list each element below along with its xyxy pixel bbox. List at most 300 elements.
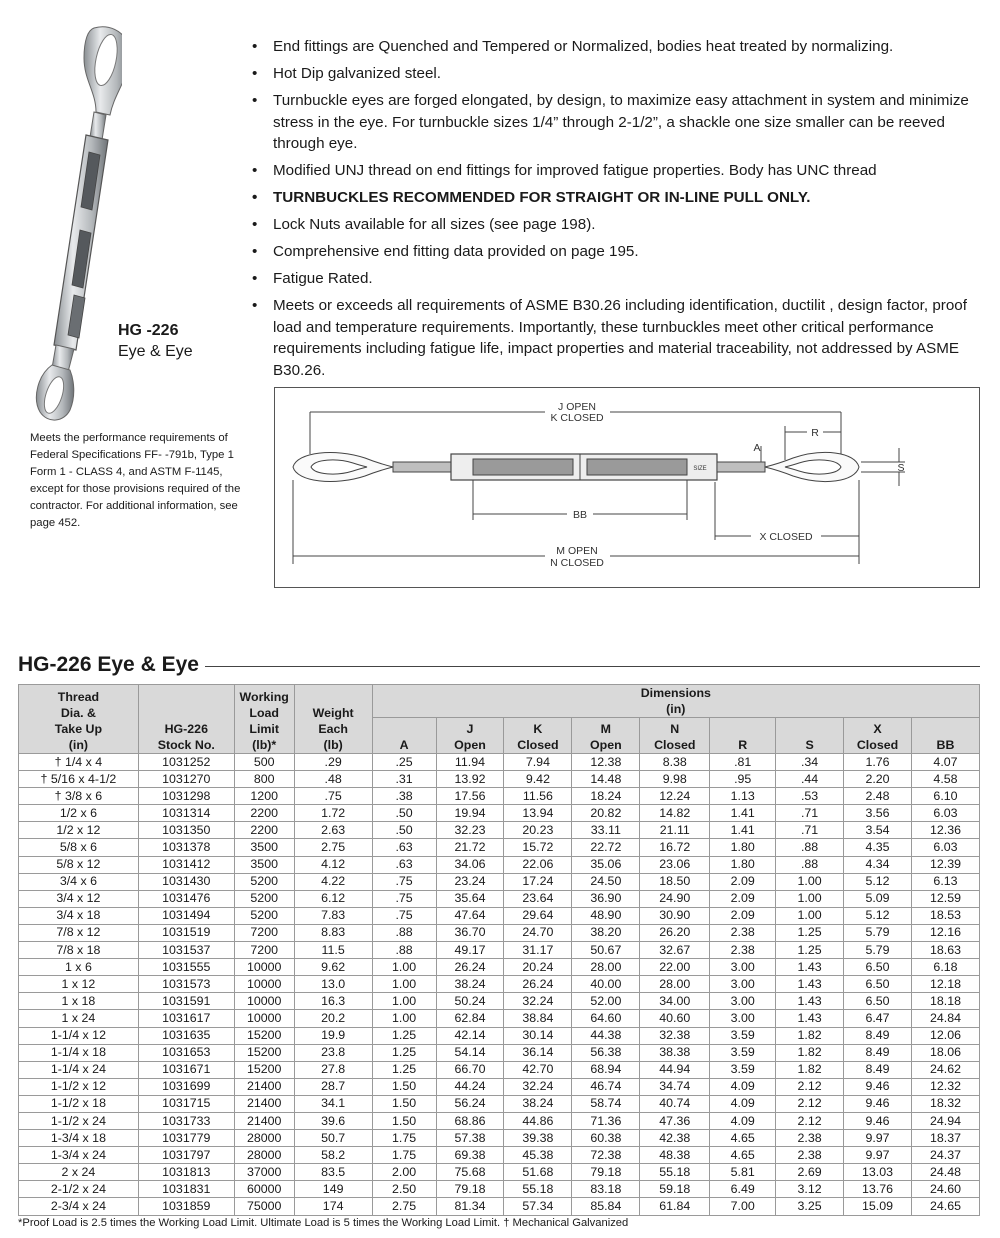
feature-item: • Hot Dip galvanized steel. — [252, 63, 987, 85]
table-cell: 6.18 — [911, 959, 979, 976]
table-cell: 1.41 — [710, 805, 776, 822]
table-cell: 28.7 — [294, 1078, 372, 1095]
table-cell: 1.41 — [710, 822, 776, 839]
table-cell: 9.97 — [844, 1130, 912, 1147]
table-row — [19, 993, 980, 1010]
table-cell: 8.49 — [844, 1044, 912, 1061]
table-cell: 51.68 — [504, 1164, 572, 1181]
table-cell: 1.50 — [372, 1095, 436, 1112]
table-cell: 48.38 — [640, 1147, 710, 1164]
table-cell: 6.47 — [844, 1010, 912, 1027]
table-cell: 7/8 x 12 — [19, 924, 139, 941]
table-cell: 50.67 — [572, 942, 640, 959]
table-cell: 1031733 — [138, 1112, 234, 1129]
table-cell: 23.8 — [294, 1044, 372, 1061]
table-row — [19, 856, 980, 873]
table-row — [19, 788, 980, 805]
table-cell: 4.09 — [710, 1112, 776, 1129]
table-cell: 3.54 — [844, 822, 912, 839]
table-cell: 21400 — [234, 1095, 294, 1112]
table-cell: 1.25 — [372, 1027, 436, 1044]
table-cell: 1031635 — [138, 1027, 234, 1044]
table-row — [19, 1130, 980, 1147]
table-cell: 72.38 — [572, 1147, 640, 1164]
table-cell: 1.00 — [372, 993, 436, 1010]
table-cell: 39.38 — [504, 1130, 572, 1147]
table-row — [19, 1044, 980, 1061]
table-cell: 24.84 — [911, 1010, 979, 1027]
table-cell: 3.59 — [710, 1044, 776, 1061]
table-cell: 75.68 — [436, 1164, 504, 1181]
table-cell: 56.24 — [436, 1095, 504, 1112]
table-cell: 11.5 — [294, 942, 372, 959]
table-cell: 1031555 — [138, 959, 234, 976]
table-cell: 42.14 — [436, 1027, 504, 1044]
table-cell: 26.24 — [436, 959, 504, 976]
table-cell: 12.39 — [911, 856, 979, 873]
table-cell: 52.00 — [572, 993, 640, 1010]
table-cell: 4.07 — [911, 754, 979, 771]
table-cell: 2-3/4 x 24 — [19, 1198, 139, 1215]
table-row — [19, 959, 980, 976]
table-cell: 3.25 — [776, 1198, 844, 1215]
table-cell: 13.92 — [436, 771, 504, 788]
table-cell: 48.90 — [572, 907, 640, 924]
table-cell: 7200 — [234, 924, 294, 941]
table-cell: 18.50 — [640, 873, 710, 890]
feature-item: • Lock Nuts available for all sizes (see page 198). — [252, 214, 987, 236]
header-dim: X Closed — [844, 718, 912, 754]
bullet-icon: • — [252, 92, 258, 109]
table-cell: 27.8 — [294, 1061, 372, 1078]
table-cell: 57.34 — [504, 1198, 572, 1215]
feature-item: • Meets or exceeds all requirements of ASME B30.26 including identification, ductilit , design factor, proof load and temperature requirements. Importantly, these turnbuckles meet other critical performance requirements including fatigue life, impact properties and material traceability, not addressed by ASME B30.26. — [252, 297, 967, 379]
header-dim: R — [710, 718, 776, 754]
table-cell: 2.69 — [776, 1164, 844, 1181]
table-cell: 17.24 — [504, 873, 572, 890]
table-cell: .88 — [776, 856, 844, 873]
table-cell: 30.90 — [640, 907, 710, 924]
table-cell: 11.56 — [504, 788, 572, 805]
table-cell: 15.09 — [844, 1198, 912, 1215]
table-cell: 75000 — [234, 1198, 294, 1215]
table-cell: 35.06 — [572, 856, 640, 873]
table-cell: .95 — [710, 771, 776, 788]
table-cell: 2.12 — [776, 1095, 844, 1112]
table-cell: 39.6 — [294, 1112, 372, 1129]
table-cell: 55.18 — [640, 1164, 710, 1181]
table-cell: 23.06 — [640, 856, 710, 873]
table-cell: 7200 — [234, 942, 294, 959]
table-cell: 1031519 — [138, 924, 234, 941]
table-cell: .71 — [776, 822, 844, 839]
table-cell: 28.00 — [572, 959, 640, 976]
table-cell: 3.59 — [710, 1061, 776, 1078]
table-cell: 1.80 — [710, 856, 776, 873]
table-cell: 58.74 — [572, 1095, 640, 1112]
table-cell: .38 — [372, 788, 436, 805]
table-cell: 24.62 — [911, 1061, 979, 1078]
table-cell: 50.24 — [436, 993, 504, 1010]
table-cell: .75 — [372, 907, 436, 924]
table-cell: 1031653 — [138, 1044, 234, 1061]
table-cell: 18.63 — [911, 942, 979, 959]
table-cell: 1.75 — [372, 1130, 436, 1147]
table-cell: 13.0 — [294, 976, 372, 993]
table-cell: 1031378 — [138, 839, 234, 856]
header-dim: N Closed — [640, 718, 710, 754]
table-cell: .44 — [776, 771, 844, 788]
table-cell: 1031494 — [138, 907, 234, 924]
section-title: HG-226 Eye & Eye — [18, 653, 205, 677]
label-k-closed: K CLOSED — [550, 412, 604, 424]
table-cell: 1-1/4 x 24 — [19, 1061, 139, 1078]
table-cell: 1031859 — [138, 1198, 234, 1215]
table-cell: 37000 — [234, 1164, 294, 1181]
table-cell: 3/4 x 6 — [19, 873, 139, 890]
table-cell: 79.18 — [436, 1181, 504, 1198]
header-dimensions: Dimensions (in) — [372, 685, 979, 718]
table-cell: 28000 — [234, 1147, 294, 1164]
section-divider — [195, 666, 980, 667]
label-bb: BB — [572, 509, 588, 521]
table-cell: 15.72 — [504, 839, 572, 856]
table-cell: 18.24 — [572, 788, 640, 805]
label-a: A — [753, 442, 761, 454]
table-cell: 9.62 — [294, 959, 372, 976]
table-cell: 14.82 — [640, 805, 710, 822]
table-cell: 4.09 — [710, 1078, 776, 1095]
table-cell: 1.00 — [776, 890, 844, 907]
table-cell: 4.35 — [844, 839, 912, 856]
table-cell: 24.50 — [572, 873, 640, 890]
table-cell: 1.50 — [372, 1112, 436, 1129]
table-cell: 1031430 — [138, 873, 234, 890]
table-cell: 1.43 — [776, 976, 844, 993]
table-cell: .81 — [710, 754, 776, 771]
table-cell: 19.94 — [436, 805, 504, 822]
table-cell: 6.03 — [911, 805, 979, 822]
bullet-icon: • — [252, 216, 258, 233]
table-cell: 10000 — [234, 976, 294, 993]
table-cell: 6.49 — [710, 1181, 776, 1198]
table-cell: 29.64 — [504, 907, 572, 924]
table-cell: 18.18 — [911, 993, 979, 1010]
table-cell: 1031591 — [138, 993, 234, 1010]
table-cell: 21.72 — [436, 839, 504, 856]
table-cell: 2.00 — [372, 1164, 436, 1181]
table-cell: 5/8 x 6 — [19, 839, 139, 856]
table-cell: 5.79 — [844, 924, 912, 941]
bullet-icon: • — [252, 297, 258, 314]
table-cell: 1 x 6 — [19, 959, 139, 976]
table-row — [19, 1061, 980, 1078]
table-cell: 9.97 — [844, 1147, 912, 1164]
table-cell: 24.37 — [911, 1147, 979, 1164]
table-cell: 1.43 — [776, 1010, 844, 1027]
table-cell: 6.03 — [911, 839, 979, 856]
table-cell: 10000 — [234, 959, 294, 976]
table-cell: 36.70 — [436, 924, 504, 941]
table-cell: 42.70 — [504, 1061, 572, 1078]
table-cell: 10000 — [234, 993, 294, 1010]
table-cell: 9.98 — [640, 771, 710, 788]
bullet-icon: • — [252, 162, 258, 179]
table-cell: 9.46 — [844, 1095, 912, 1112]
table-cell: .88 — [372, 924, 436, 941]
product-name: HG -226 — [118, 322, 179, 339]
table-cell: 1.00 — [776, 907, 844, 924]
table-cell: 1.25 — [372, 1044, 436, 1061]
table-cell: 1.50 — [372, 1078, 436, 1095]
dimension-diagram — [274, 387, 980, 588]
table-cell: 17.56 — [436, 788, 504, 805]
table-cell: 149 — [294, 1181, 372, 1198]
table-cell: 24.48 — [911, 1164, 979, 1181]
table-cell: 68.86 — [436, 1112, 504, 1129]
table-cell: 1-1/4 x 18 — [19, 1044, 139, 1061]
table-cell: 62.84 — [436, 1010, 504, 1027]
table-cell: 12.32 — [911, 1078, 979, 1095]
header-dim: S — [776, 718, 844, 754]
table-cell: 42.38 — [640, 1130, 710, 1147]
table-cell: 1.82 — [776, 1027, 844, 1044]
table-cell: 36.14 — [504, 1044, 572, 1061]
table-cell: 1031715 — [138, 1095, 234, 1112]
table-cell: 2200 — [234, 822, 294, 839]
table-cell: 2.75 — [294, 839, 372, 856]
table-cell: 2.48 — [844, 788, 912, 805]
table-cell: 1.72 — [294, 805, 372, 822]
table-cell: 5200 — [234, 890, 294, 907]
feature-item: • Turnbuckle eyes are forged elongated, by design, to maximize easy attachment in system and minimize stress in the eye. For turnbuckle sizes 1/4” through 2-1/2”, a shackle one size smaller can be reeved through eye. — [252, 92, 969, 152]
table-cell: 5200 — [234, 873, 294, 890]
table-cell: 21.11 — [640, 822, 710, 839]
table-cell: 59.18 — [640, 1181, 710, 1198]
table-cell: 1.76 — [844, 754, 912, 771]
table-cell: .31 — [372, 771, 436, 788]
table-cell: 5.09 — [844, 890, 912, 907]
table-cell: .75 — [294, 788, 372, 805]
table-cell: 32.24 — [504, 993, 572, 1010]
table-cell: 38.24 — [436, 976, 504, 993]
table-cell: 9.46 — [844, 1112, 912, 1129]
table-cell: 1031779 — [138, 1130, 234, 1147]
table-cell: 13.03 — [844, 1164, 912, 1181]
label-r: R — [811, 427, 819, 439]
feature-item: • Modified UNJ thread on end fittings for improved fatigue properties. Body has UNC thread — [252, 160, 987, 182]
table-cell: 15200 — [234, 1061, 294, 1078]
table-cell: 6.12 — [294, 890, 372, 907]
table-cell: 1/2 x 12 — [19, 822, 139, 839]
table-cell: .48 — [294, 771, 372, 788]
table-row — [19, 873, 980, 890]
table-cell: 18.32 — [911, 1095, 979, 1112]
table-cell: 1031699 — [138, 1078, 234, 1095]
bullet-icon: • — [252, 243, 258, 260]
table-cell: 34.1 — [294, 1095, 372, 1112]
table-cell: 16.72 — [640, 839, 710, 856]
table-cell: 5200 — [234, 907, 294, 924]
table-row — [19, 1010, 980, 1027]
table-row — [19, 907, 980, 924]
table-cell: 22.06 — [504, 856, 572, 873]
table-cell: 44.24 — [436, 1078, 504, 1095]
table-cell: 66.70 — [436, 1061, 504, 1078]
table-row — [19, 1095, 980, 1112]
label-size-mark: SIZE — [693, 466, 707, 472]
table-cell: 83.18 — [572, 1181, 640, 1198]
table-cell: 4.34 — [844, 856, 912, 873]
table-cell: 1031350 — [138, 822, 234, 839]
table-cell: 3.12 — [776, 1181, 844, 1198]
table-cell: 23.64 — [504, 890, 572, 907]
table-cell: 6.50 — [844, 976, 912, 993]
table-cell: 2.38 — [776, 1130, 844, 1147]
table-cell: 44.38 — [572, 1027, 640, 1044]
table-row — [19, 890, 980, 907]
table-cell: 1031797 — [138, 1147, 234, 1164]
table-cell: 2.09 — [710, 873, 776, 890]
table-cell: .88 — [776, 839, 844, 856]
table-cell: 46.74 — [572, 1078, 640, 1095]
table-cell: 58.2 — [294, 1147, 372, 1164]
table-cell: 3500 — [234, 856, 294, 873]
footnote: *Proof Load is 2.5 times the Working Load Limit. Ultimate Load is 5 times the Working Load Limit. † Mechanical Galvanized — [18, 1217, 629, 1229]
header-dim: A — [372, 718, 436, 754]
table-cell: 2.09 — [710, 890, 776, 907]
table-cell: 7.00 — [710, 1198, 776, 1215]
header-dim: J Open — [436, 718, 504, 754]
table-cell: 4.58 — [911, 771, 979, 788]
table-cell: 1-3/4 x 24 — [19, 1147, 139, 1164]
table-cell: 34.06 — [436, 856, 504, 873]
table-cell: 32.38 — [640, 1027, 710, 1044]
table-cell: .63 — [372, 856, 436, 873]
table-cell: 2.12 — [776, 1078, 844, 1095]
table-cell: 1.82 — [776, 1044, 844, 1061]
table-cell: 7.94 — [504, 754, 572, 771]
table-cell: 12.24 — [640, 788, 710, 805]
table-cell: 1031671 — [138, 1061, 234, 1078]
table-cell: 2-1/2 x 24 — [19, 1181, 139, 1198]
table-cell: 1.25 — [776, 924, 844, 941]
table-row — [19, 1181, 980, 1198]
table-cell: 20.82 — [572, 805, 640, 822]
table-cell: 13.76 — [844, 1181, 912, 1198]
table-cell: 23.24 — [436, 873, 504, 890]
table-cell: 2.12 — [776, 1112, 844, 1129]
table-cell: 2.20 — [844, 771, 912, 788]
table-cell: .75 — [372, 873, 436, 890]
table-cell: .88 — [372, 942, 436, 959]
header-weight: Weight Each (lb) — [294, 685, 372, 754]
header-dim: M Open — [572, 718, 640, 754]
table-cell: 24.94 — [911, 1112, 979, 1129]
table-cell: 83.5 — [294, 1164, 372, 1181]
table-cell: 60.38 — [572, 1130, 640, 1147]
feature-item: • Comprehensive end fitting data provided on page 195. — [252, 241, 987, 263]
label-s: S — [897, 462, 905, 474]
table-cell: 34.74 — [640, 1078, 710, 1095]
table-cell: 1200 — [234, 788, 294, 805]
table-cell: 31.17 — [504, 942, 572, 959]
table-cell: 14.48 — [572, 771, 640, 788]
table-cell: 12.16 — [911, 924, 979, 941]
table-cell: 174 — [294, 1198, 372, 1215]
table-cell: 2.38 — [776, 1147, 844, 1164]
table-cell: 45.38 — [504, 1147, 572, 1164]
header-dim: BB — [911, 718, 979, 754]
table-cell: 22.00 — [640, 959, 710, 976]
table-cell: 24.90 — [640, 890, 710, 907]
table-cell: 12.06 — [911, 1027, 979, 1044]
table-cell: 3.00 — [710, 959, 776, 976]
header-wll: Working Load Limit (lb)* — [234, 685, 294, 754]
table-cell: 20.23 — [504, 822, 572, 839]
table-row — [19, 822, 980, 839]
label-m-open: M OPEN — [556, 545, 598, 557]
table-cell: .34 — [776, 754, 844, 771]
table-cell: 9.42 — [504, 771, 572, 788]
table-cell: 1031813 — [138, 1164, 234, 1181]
table-cell: 1.82 — [776, 1061, 844, 1078]
table-row — [19, 771, 980, 788]
table-cell: .71 — [776, 805, 844, 822]
table-cell: 9.46 — [844, 1078, 912, 1095]
table-row — [19, 1164, 980, 1181]
table-cell: 4.12 — [294, 856, 372, 873]
header-thread: Thread Dia. & Take Up (in) — [19, 685, 139, 754]
table-cell: 1 x 18 — [19, 993, 139, 1010]
table-cell: 32.67 — [640, 942, 710, 959]
table-cell: 1.00 — [776, 873, 844, 890]
table-cell: 4.22 — [294, 873, 372, 890]
table-cell: 1-1/4 x 12 — [19, 1027, 139, 1044]
table-cell: 26.20 — [640, 924, 710, 941]
table-cell: 1031412 — [138, 856, 234, 873]
table-cell: 54.14 — [436, 1044, 504, 1061]
table-cell: 1.43 — [776, 993, 844, 1010]
table-cell: 1031314 — [138, 805, 234, 822]
product-subtitle: Eye & Eye — [118, 343, 193, 360]
table-cell: .25 — [372, 754, 436, 771]
table-cell: 47.36 — [640, 1112, 710, 1129]
table-cell: 1-1/2 x 18 — [19, 1095, 139, 1112]
turnbuckle-photo — [22, 20, 122, 425]
table-cell: 5.12 — [844, 907, 912, 924]
table-cell: 4.09 — [710, 1095, 776, 1112]
table-cell: 20.24 — [504, 959, 572, 976]
table-cell: 47.64 — [436, 907, 504, 924]
header-dim: K Closed — [504, 718, 572, 754]
table-cell: 69.38 — [436, 1147, 504, 1164]
label-j-open: J OPEN — [558, 401, 596, 413]
table-cell: 1.75 — [372, 1147, 436, 1164]
table-cell: 1031252 — [138, 754, 234, 771]
table-cell: 1031476 — [138, 890, 234, 907]
table-cell: 8.83 — [294, 924, 372, 941]
table-cell: 40.74 — [640, 1095, 710, 1112]
table-row — [19, 1112, 980, 1129]
table-cell: 20.2 — [294, 1010, 372, 1027]
table-cell: 15200 — [234, 1044, 294, 1061]
feature-item: • End fittings are Quenched and Tempered or Normalized, bodies heat treated by normalizing. — [252, 36, 987, 58]
table-row — [19, 754, 980, 771]
bullet-icon: • — [252, 270, 258, 287]
table-cell: 24.60 — [911, 1181, 979, 1198]
bullet-icon: • — [252, 189, 258, 206]
